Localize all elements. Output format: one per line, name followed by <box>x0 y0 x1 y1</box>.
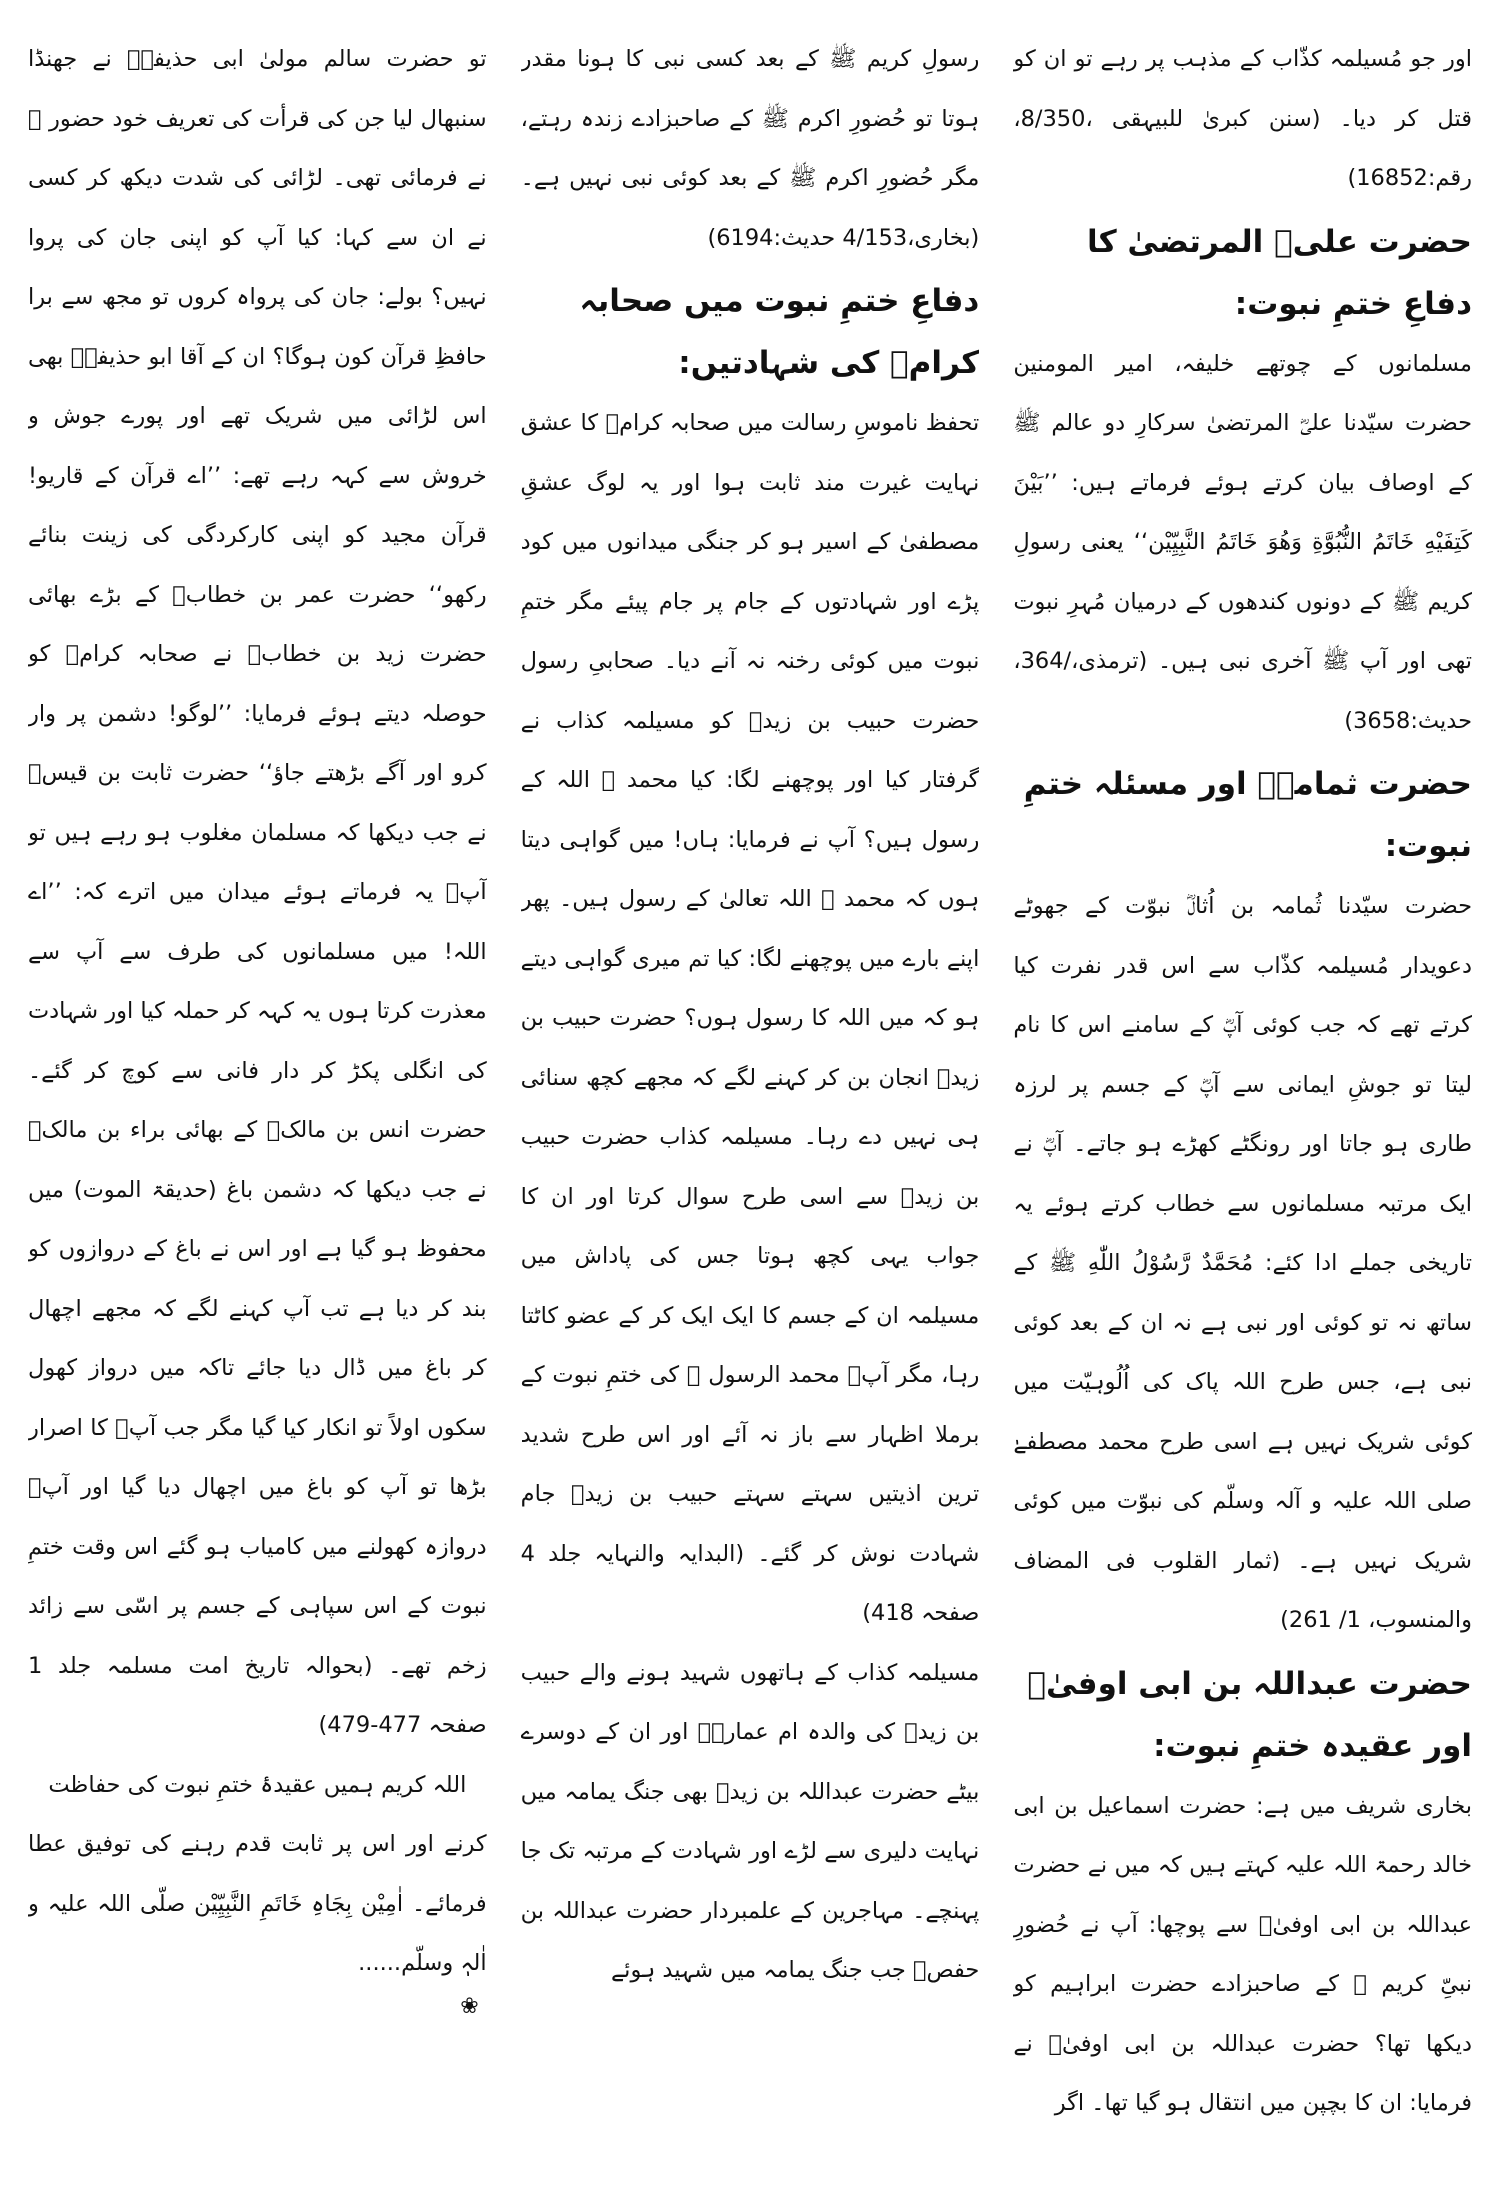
section-heading: حضرت ثمامہؓ اور مسئلہ ختمِ نبوت: <box>1023 766 1472 864</box>
paragraph: تو حضرت سالم مولیٰ ابی حذیفہؓ نے جھنڈا سنبھال لیا جن کی قرأت کی تعریف خود حضور ﷺ نے فرمائی تھی۔ لڑائی کی شدت دیکھ کر کسی نے ان سے کہا: کیا آپ کو اپنی جان کی پروا نہیں؟ بولے: جان کی پرواہ کروں تو مجھ سے برا حافظِ قرآن کون ہوگا؟ ان کے آقا ابو حذیفہؓ بھی اس لڑائی میں شریک تھے اور پورے جوش و خروش سے کہہ رہے تھے: ’’اے قرآن کے قاریو! قرآن مجید کو اپنی کارکردگی کی زینت بنائے رکھو‘‘ حضرت عمر بن خطابؓ کے بڑے بھائی حضرت زید بن خطابؓ نے صحابہ کرامؓ کو حوصلہ دیتے ہوئے فرمایا: ’’لوگو! دشمن پر وار کرو اور آگے بڑھتے جاؤ‘‘ حضرت ثابت بن قیسؓ نے جب دیکھا کہ مسلمان مغلوب ہو رہے ہیں تو آپؓ یہ فرماتے ہوئے میدان میں اترے کہ: ’’اے اللہ! میں مسلمانوں کی طرف سے آپ سے معذرت کرتا ہوں یہ کہہ کر حملہ کیا اور شہادت کی انگلی پکڑ کر دار فانی سے کوچ کر گئے۔ حضرت انس بن مالکؓ کے بھائی براء بن مالکؓ نے جب دیکھا کہ دشمن باغ (حدیقۃ الموت) میں محفوظ ہو گیا ہے اور اس نے باغ کے دروازوں کو بند کر دیا ہے تب آپ کہنے لگے کہ مجھے اچھال کر باغ میں ڈال دیا جائے تاکہ میں درواز کھول سکوں اولاً تو انکار کیا گیا مگر جب آپؓ کا اصرار بڑھا تو آپ کو باغ میں اچھال دیا گیا اور آپؓ دروازہ کھولنے میں کامیاب ہو گئے اس وقت ختمِ نبوت کے اس سپاہی کے جسم پر اسّی سے زائد زخم تھے۔ (بحوالہ تاریخ امت مسلمہ جلد 1 صفحہ 477-479) <box>27 46 487 1738</box>
flower-ornament-icon: ❀ <box>460 1993 479 2019</box>
paragraph: رسولِ کریم ﷺ کے بعد کسی نبی کا ہونا مقدر ہوتا تو حُضورِ اکرم ﷺ کے صاحبزادے زندہ رہتے، مگر حُضورِ اکرم ﷺ کے بعد کوئی نبی نہیں ہے۔ (بخاری،4/153 حدیث:6194) <box>520 46 980 251</box>
paragraph: مسیلمہ کذاب کے ہاتھوں شہید ہونے والے حبیب بن زیدؓ کی والدہ ام عمارہؓ اور ان کے دوسرے بیٹے حضرت عبداللہ بن زیدؓ بھی جنگ یمامہ میں نہایت دلیری سے لڑے اور شہادت کے مرتبہ تک جا پہنچے۔ مہاجرین کے علمبردار حضرت عبداللہ بن حفصؓ جب جنگ یمامہ میں شہید ہوئے <box>520 1659 980 1983</box>
paragraph: مسلمانوں کے چوتھے خلیفہ، امیر المومنین حضرت سیّدنا علیؓ المرتضیٰ سرکارِ دو عالم ﷺ کے اوصاف بیان کرتے ہوئے فرماتے ہیں: ’’بَیْنَ کَتِفَیْهِ خَاتَمُ النُّبُوَّةِ وَهُوَ خَاتَمُ النَّبِیِّیْن‘‘ یعنی رسولِ کریم ﷺ کے دونوں کندھوں کے درمیان مُہرِ نبوت تھی اور آپ ﷺ آخری نبی ہیں۔ (ترمذی،/364، حدیث:3658) <box>1013 350 1472 734</box>
column-right <box>1013 30 1472 2180</box>
column-left <box>28 30 487 2180</box>
section-heading: حضرت علیؓ المرتضیٰ کا دفاعِ ختمِ نبوت: <box>1086 223 1472 322</box>
paragraph: کرنے اور اس پر ثابت قدم رہنے کی توفیق عطا فرمائے۔ اٰمِیْن بِجَاہِ خَاتَمِ النَّبِیِّیْن صلّی اللہ علیہ و اٰلہٖ وسلّم...... <box>27 1831 487 1976</box>
paragraph: تحفظ ناموسِ رسالت میں صحابہ کرامؓ کا عشق نہایت غیرت مند ثابت ہوا اور یہ لوگ عشقِ مصطفیٰ کے اسیر ہو کر جنگی میدانوں میں کود پڑے اور شہادتوں کے جام پر جام پیئے مگر ختمِ نبوت میں کوئی رخنہ نہ آنے دیا۔ صحابیِ رسول حضرت حبیب بن زیدؓ کو مسیلمہ کذاب نے گرفتار کیا اور پوچھنے لگا: کیا محمد ﷺ اللہ کے رسول ہیں؟ آپ نے فرمایا: ہاں! میں گواہی دیتا ہوں کہ محمد ﷺ اللہ تعالیٰ کے رسول ہیں۔ پھر اپنے بارے میں پوچھنے لگا: کیا تم میری گواہی دیتے ہو کہ میں اللہ کا رسول ہوں؟ حضرت حبیب بن زیدؓ انجان بن کر کہنے لگے کہ مجھے کچھ سنائی ہی نہیں دے رہا۔ مسیلمہ کذاب حضرت حبیب بن زیدؓ سے اسی طرح سوال کرتا اور ان کا جواب یہی کچھ ہوتا جس کی پاداش میں مسیلمہ ان کے جسم کا ایک ایک کر کے عضو کاٹتا رہا، مگر آپؓ محمد الرسول ﷺ کی ختمِ نبوت کے برملا اظہار سے باز نہ آئے اور اس طرح شدید ترین اذیتیں سہتے سہتے حبیب بن زیدؓ جام شہادت نوش کر گئے۔ (البدایہ والنہایہ جلد 4 صفحہ 418) <box>520 410 980 1626</box>
section-heading: دفاعِ ختمِ نبوت میں صحابہ کرامؓ کی شہادتیں: <box>579 283 980 381</box>
paragraph: حضرت سیّدنا ثُمامہ بن اُثالؓ نبوّت کے جھوٹے دعویدار مُسیلمہ کذّاب سے اس قدر نفرت کیا کرتے تھے کہ جب کوئی آپؓ کے سامنے اس کا نام لیتا تو جوشِ ایمانی سے آپؓ کے جسم پر لرزہ طاری ہو جاتا اور رونگٹے کھڑے ہو جاتے۔ آپؓ نے ایک مرتبہ مسلمانوں سے خطاب کرتے ہوئے یہ تاریخی جملے ادا کئے: مُحَمَّدٌ رَّسُوْلُ اللّٰهِ ﷺ کے ساتھ نہ تو کوئی اور نبی ہے نہ ان کے بعد کوئی نبی ہے، جس طرح اللہ پاک کی اُلُوہیّت میں کوئی شریک نہیں ہے اسی طرح محمد مصطفےٰ صلی اللہ علیہ و آلہ وسلّم کی نبوّت میں کوئی شریک نہیں ہے۔ (ثمار القلوب فی المضاف والمنسوب، 1/ 261) <box>1013 893 1472 1633</box>
paragraph: اور جو مُسیلمہ کذّاب کے مذہب پر رہے تو ان کو قتل کر دیا۔ (سنن کبریٰ للبیہقی ،8/350، رقم:16852) <box>1013 46 1472 191</box>
column-middle <box>521 30 980 2180</box>
paragraph: بخاری شریف میں ہے: حضرت اسماعیل بن ابی خالد رحمۃ اللہ علیہ کہتے ہیں کہ میں نے حضرت عبداللہ بن ابی اوفیٰؓ سے پوچھا: آپ نے حُضورِ نبیِّ کریم ﷺ کے صاحبزادے حضرت ابراہیم کو دیکھا تھا؟ حضرت عبداللہ بن ابی اوفیٰؓ نے فرمایا: ان کا بچپن میں انتقال ہو گیا تھا۔ اگر <box>1013 1792 1472 2116</box>
paragraph: اللہ کریم ہمیں عقیدۂ ختمِ نبوت کی حفاظت <box>48 1771 467 1798</box>
section-heading: حضرت عبداللہ بن ابی اوفیٰؓ اور عقیدہ ختمِ نبوت: <box>1027 1665 1472 1764</box>
